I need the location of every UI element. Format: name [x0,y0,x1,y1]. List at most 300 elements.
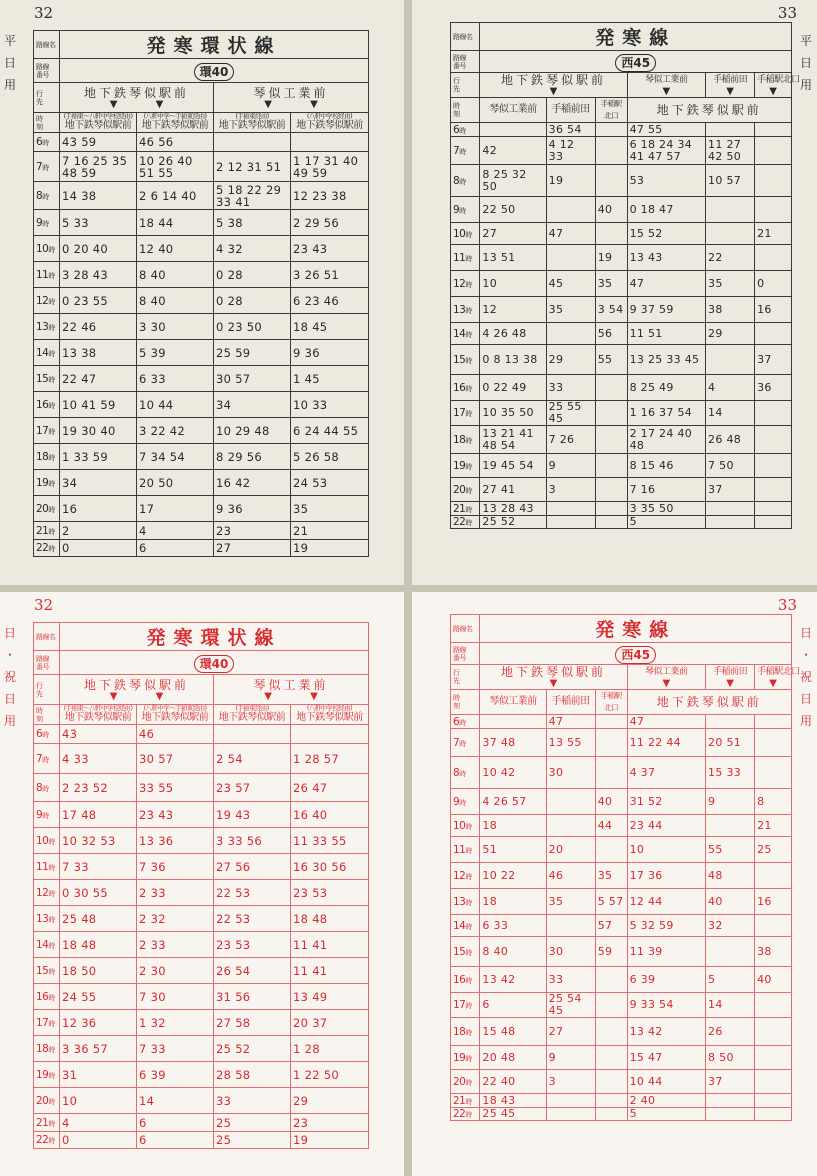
minutes-cell: 27 [214,540,291,557]
minutes-cell: 18 48 [60,932,137,958]
minutes-cell [595,426,627,454]
weekday-left-page [0,0,404,585]
minutes-cell: 19 [546,165,595,197]
route-number-label-2: 番号 [36,662,49,671]
timetable [450,22,800,529]
hour-suffix: 時 [465,330,472,339]
column-header [137,113,214,133]
minutes-cell: 1 22 50 [291,1062,369,1088]
minutes-cell: 51 [480,837,546,863]
hour-suffix: 時 [48,1045,55,1054]
hour-suffix: 時 [459,177,466,186]
hour-value: 19 [36,476,49,489]
minutes-cell [755,1018,792,1046]
hour-value: 13 [453,303,466,316]
hour-value: 10 [36,834,49,847]
minutes-cell: 26 47 [291,774,369,802]
timetable-row [34,262,369,288]
hour-value: 15 [36,964,49,977]
hour-cell [34,1036,60,1062]
column-destination: 琴似工業前 [480,98,546,123]
hour-cell [34,340,60,366]
minutes-cell: 5 38 [214,210,291,236]
minutes-cell: 2 6 14 40 [137,182,214,210]
minutes-cell [546,502,595,516]
hour-suffix: 時 [465,436,472,445]
hour-cell [451,937,480,967]
page-number: 32 [34,4,54,22]
minutes-cell: 8 25 32 50 [480,165,546,197]
minutes-cell: 4 12 33 [546,137,595,165]
minutes-cell: 3 30 [137,314,214,340]
column-destination: 琴似工業前 [480,690,546,715]
timetable-row [451,889,792,915]
minutes-cell [595,375,627,401]
minutes-cell [595,993,627,1018]
minutes-cell [546,915,595,937]
timetable-row [34,1114,369,1132]
hour-value: 20 [453,483,466,496]
minutes-cell: 12 [480,297,546,323]
minutes-cell: 35 [291,496,369,522]
hour-value: 20 [36,1094,49,1107]
timetable-row [451,502,792,516]
timetable-row [34,236,369,262]
timetable-row [451,1046,792,1070]
minutes-cell: 24 55 [60,984,137,1010]
hour-suffix: 時 [42,219,49,228]
minutes-cell: 34 [60,470,137,496]
timetable-row [451,478,792,502]
column-destination: 地下鉄琴似駅前 [627,98,791,123]
minutes-cell: 1 45 [291,366,369,392]
down-arrow-icon: ▼ ▼ [264,690,318,702]
minutes-cell: 9 36 [214,496,291,522]
hour-cell [34,133,60,152]
minutes-cell: 25 55 45 [546,401,595,426]
hour-suffix: 時 [465,306,472,315]
minutes-cell: 0 30 55 [60,880,137,906]
minutes-cell: 22 40 [480,1070,546,1094]
minutes-cell: 11 41 [291,958,369,984]
minutes-cell: 5 26 58 [291,444,369,470]
column-destination: 地下鉄琴似駅前 [218,712,286,723]
destination-group [480,665,627,690]
minutes-cell [755,401,792,426]
timetable-row [451,123,792,137]
minutes-cell: 9 33 54 [627,993,705,1018]
column-header [214,705,291,725]
column-destination: 手稲前田 [546,98,595,123]
route-name-label: 路線名 [451,23,480,51]
hour-label-2: 刻 [453,110,460,118]
timetable-row [451,401,792,426]
minutes-cell: 2 17 24 40 48 [627,426,705,454]
minutes-cell: 22 47 [60,366,137,392]
minutes-cell [214,725,291,744]
hour-cell [451,345,480,375]
hour-suffix: 時 [459,147,466,156]
usage-label [3,30,17,96]
minutes-cell [755,165,792,197]
hour-suffix: 時 [465,384,472,393]
minutes-cell: 21 [291,522,369,540]
usage-char: 平 [799,34,812,48]
down-arrow-icon: ▼ [769,86,777,97]
page-number: 33 [777,4,797,22]
hour-cell [451,837,480,863]
hour-value: 20 [36,502,49,515]
timetable-row [34,932,369,958]
route-number-label-1: 路線 [453,645,466,654]
hour-label-1: 時 [36,114,43,123]
route-title: 発寒線 [480,615,792,643]
route-name-label: 路線名 [34,31,60,59]
hour-suffix: 時 [48,993,55,1002]
timetable-row [34,152,369,182]
minutes-cell: 4 26 48 [480,323,546,345]
minutes-cell: 35 [546,889,595,915]
destination-group [627,665,705,690]
timetable-row [34,744,369,774]
minutes-cell: 8 40 [137,288,214,314]
destination-group [706,73,755,98]
minutes-cell: 25 52 [480,516,546,529]
hour-value: 17 [36,1016,49,1029]
usage-char: 日 [799,626,812,640]
hour-value: 8 [453,766,460,779]
minutes-cell: 6 [137,1114,214,1132]
timetable-row [34,182,369,210]
destination-group-name: 地下鉄琴似駅前 [83,677,189,692]
usage-char: 用 [799,714,812,728]
minutes-cell [706,715,755,729]
hour-suffix: 時 [465,462,472,471]
minutes-cell: 2 [60,522,137,540]
hour-value: 15 [453,945,466,958]
hour-cell [451,165,480,197]
hour-suffix: 時 [465,254,472,263]
minutes-cell: 0 20 40 [60,236,137,262]
down-arrow-icon: ▼ [769,678,777,689]
usage-char: 用 [799,78,812,92]
minutes-cell: 13 28 43 [480,502,546,516]
hour-label-2: 刻 [453,702,460,710]
column-via: (手稲東経由) [235,112,269,120]
timetable-row [451,165,792,197]
minutes-cell [706,345,755,375]
destination-label [34,675,60,705]
minutes-cell: 8 29 56 [214,444,291,470]
hour-value: 18 [453,433,466,446]
minutes-cell: 15 48 [480,1018,546,1046]
minutes-cell: 5 [627,1108,705,1121]
minutes-cell [706,1108,755,1121]
minutes-cell: 2 30 [137,958,214,984]
minutes-cell: 18 [480,815,546,837]
minutes-cell: 37 48 [480,729,546,757]
minutes-cell: 37 [706,478,755,502]
hour-suffix: 時 [465,1002,472,1010]
minutes-cell: 57 [595,915,627,937]
minutes-cell [595,967,627,993]
hour-cell [451,516,480,529]
minutes-cell [755,245,792,271]
route-title: 発寒線 [480,23,792,51]
minutes-cell: 9 [546,1046,595,1070]
minutes-cell: 7 30 [137,984,214,1010]
minutes-cell: 30 [546,757,595,789]
hour-value: 18 [36,450,49,463]
minutes-cell: 10 42 [480,757,546,789]
route-number-label [34,651,60,675]
down-arrow-icon: ▼ [662,678,671,689]
minutes-cell: 10 [60,1088,137,1114]
minutes-cell [755,715,792,729]
minutes-cell: 7 33 [137,1036,214,1062]
holiday-left-page [0,592,404,1176]
minutes-cell: 27 [480,223,546,245]
route-number-cell [480,51,792,73]
destination-group-name: 地下鉄琴似駅前 [500,73,606,87]
hour-value: 9 [453,203,460,216]
hour-suffix: 時 [48,527,55,536]
minutes-cell: 19 43 [214,802,291,828]
hour-cell [451,1108,480,1121]
minutes-cell: 17 36 [627,863,705,889]
route-number-label-1: 路線 [36,654,49,663]
minutes-cell: 40 [595,789,627,815]
destination-group [706,665,755,690]
minutes-cell: 46 56 [137,133,214,152]
minutes-cell: 4 [706,375,755,401]
minutes-cell: 20 48 [480,1046,546,1070]
timetable-row [451,137,792,165]
minutes-cell: 31 52 [627,789,705,815]
hour-suffix: 時 [48,453,55,462]
timetable-row [451,245,792,271]
minutes-cell: 25 45 [480,1108,546,1121]
hour-suffix: 時 [465,230,472,239]
hour-cell [34,236,60,262]
minutes-cell: 22 53 [214,906,291,932]
minutes-cell: 21 [755,223,792,245]
hour-value: 13 [36,320,49,333]
minutes-cell [595,123,627,137]
hour-cell [451,815,480,837]
hour-cell [451,1018,480,1046]
hour-suffix: 時 [48,1137,55,1145]
timetable-row [34,854,369,880]
hour-cell [451,323,480,345]
minutes-cell: 13 51 [480,245,546,271]
minutes-cell: 1 17 31 40 49 59 [291,152,369,182]
hour-suffix: 時 [42,163,49,172]
hour-cell [451,1046,480,1070]
timetable-row [34,958,369,984]
timetable-row [34,880,369,906]
minutes-cell: 7 50 [706,454,755,478]
minutes-cell: 9 [706,789,755,815]
minutes-cell [755,123,792,137]
timetable-row [451,1108,792,1121]
hour-suffix: 時 [465,356,472,365]
minutes-cell: 29 [706,323,755,345]
minutes-cell: 12 23 38 [291,182,369,210]
minutes-cell: 25 48 [60,906,137,932]
hour-value: 16 [36,990,49,1003]
minutes-cell: 4 26 57 [480,789,546,815]
hour-value: 11 [36,268,49,281]
destination-label [451,665,480,690]
minutes-cell: 33 55 [137,774,214,802]
minutes-cell: 6 [480,993,546,1018]
hour-suffix: 時 [48,863,55,872]
hour-cell [34,522,60,540]
minutes-cell: 19 30 40 [60,418,137,444]
hour-cell [451,993,480,1018]
hour-suffix: 時 [465,1078,472,1087]
column-destination: 地下鉄琴似駅前 [627,690,791,715]
minutes-cell: 6 [137,1132,214,1149]
hour-cell [451,863,480,889]
hour-cell [34,152,60,182]
minutes-cell [755,454,792,478]
minutes-cell [706,815,755,837]
minutes-cell [546,323,595,345]
minutes-cell: 27 58 [214,1010,291,1036]
minutes-cell: 45 [546,271,595,297]
route-number-cell [60,651,369,675]
hour-cell [34,392,60,418]
minutes-cell [546,1108,595,1121]
route-name-label: 路線名 [34,623,60,651]
hour-suffix: 時 [48,323,55,332]
minutes-cell: 43 59 [60,133,137,152]
hour-value: 6 [453,123,460,136]
minutes-cell: 12 44 [627,889,705,915]
minutes-cell: 10 33 [291,392,369,418]
minutes-cell: 1 28 57 [291,744,369,774]
minutes-cell: 3 26 51 [291,262,369,288]
minutes-cell: 11 22 44 [627,729,705,757]
minutes-cell: 14 [706,401,755,426]
minutes-cell: 4 33 [60,744,137,774]
minutes-cell [595,1094,627,1108]
timetable-row [451,197,792,223]
minutes-cell: 25 [214,1114,291,1132]
minutes-cell: 18 44 [137,210,214,236]
timetable-row [34,288,369,314]
minutes-cell [480,123,546,137]
hour-cell [451,426,480,454]
minutes-cell: 3 28 43 [60,262,137,288]
timetable-row [34,802,369,828]
timetable-row [34,444,369,470]
minutes-cell: 16 [60,496,137,522]
hour-cell [451,123,480,137]
hour-label-1: 時 [453,102,460,110]
hour-value: 12 [453,869,466,882]
minutes-cell: 1 33 59 [60,444,137,470]
destination-label [451,73,480,98]
hour-suffix: 時 [465,280,472,289]
timetable-row [451,729,792,757]
hour-value: 18 [453,1025,466,1038]
minutes-cell: 11 39 [627,937,705,967]
timetable-row [451,1018,792,1046]
hour-label [34,705,60,725]
timetable-row [451,967,792,993]
minutes-cell: 46 [137,725,214,744]
hour-value: 7 [36,160,43,173]
hour-cell [451,137,480,165]
minutes-cell: 23 43 [137,802,214,828]
hour-value: 16 [453,381,466,394]
minutes-cell: 8 40 [137,262,214,288]
minutes-cell [480,715,546,729]
timetable [450,614,800,1121]
destination-label-2: 先 [36,97,43,106]
minutes-cell [595,1018,627,1046]
down-arrow-icon: ▼ [549,678,558,689]
column-via: (八軒中学～手稲東経由) [143,112,207,120]
hour-cell [451,915,480,937]
minutes-cell: 22 53 [214,880,291,906]
hour-value: 22 [36,542,49,554]
minutes-cell: 23 [214,522,291,540]
minutes-cell: 18 50 [60,958,137,984]
hour-suffix: 時 [48,1119,55,1128]
minutes-cell: 59 [595,937,627,967]
minutes-cell: 10 44 [627,1070,705,1094]
minutes-cell [755,757,792,789]
timetable-row [34,1036,369,1062]
minutes-cell [595,757,627,789]
column-destination: 地下鉄琴似駅前 [296,712,363,723]
minutes-cell: 35 [595,271,627,297]
hour-suffix: 時 [465,1028,472,1037]
minutes-cell: 25 [214,1132,291,1149]
hour-cell [451,967,480,993]
hour-cell [34,1088,60,1114]
usage-char: 日 [799,692,812,706]
hour-value: 19 [453,459,466,472]
minutes-cell [755,323,792,345]
minutes-cell: 0 28 [214,262,291,288]
hour-suffix: 時 [48,245,55,254]
hour-value: 15 [36,372,49,385]
minutes-cell [706,223,755,245]
minutes-cell: 1 16 37 54 [627,401,705,426]
usage-label [3,622,17,732]
minutes-cell: 47 55 [627,123,705,137]
minutes-cell: 3 36 57 [60,1036,137,1062]
minutes-cell: 43 [60,725,137,744]
minutes-cell: 31 56 [214,984,291,1010]
minutes-cell [755,137,792,165]
timetable-row [451,993,792,1018]
minutes-cell: 36 54 [546,123,595,137]
hour-cell [451,789,480,815]
destination-group-name: 琴似工業前 [253,677,329,692]
usage-label [799,622,813,732]
hour-value: 9 [453,795,460,808]
minutes-cell: 5 18 22 29 33 41 [214,182,291,210]
destination-group-name: 手稲駅北口 [757,667,800,677]
minutes-cell: 30 57 [137,744,214,774]
destination-group [627,73,705,98]
